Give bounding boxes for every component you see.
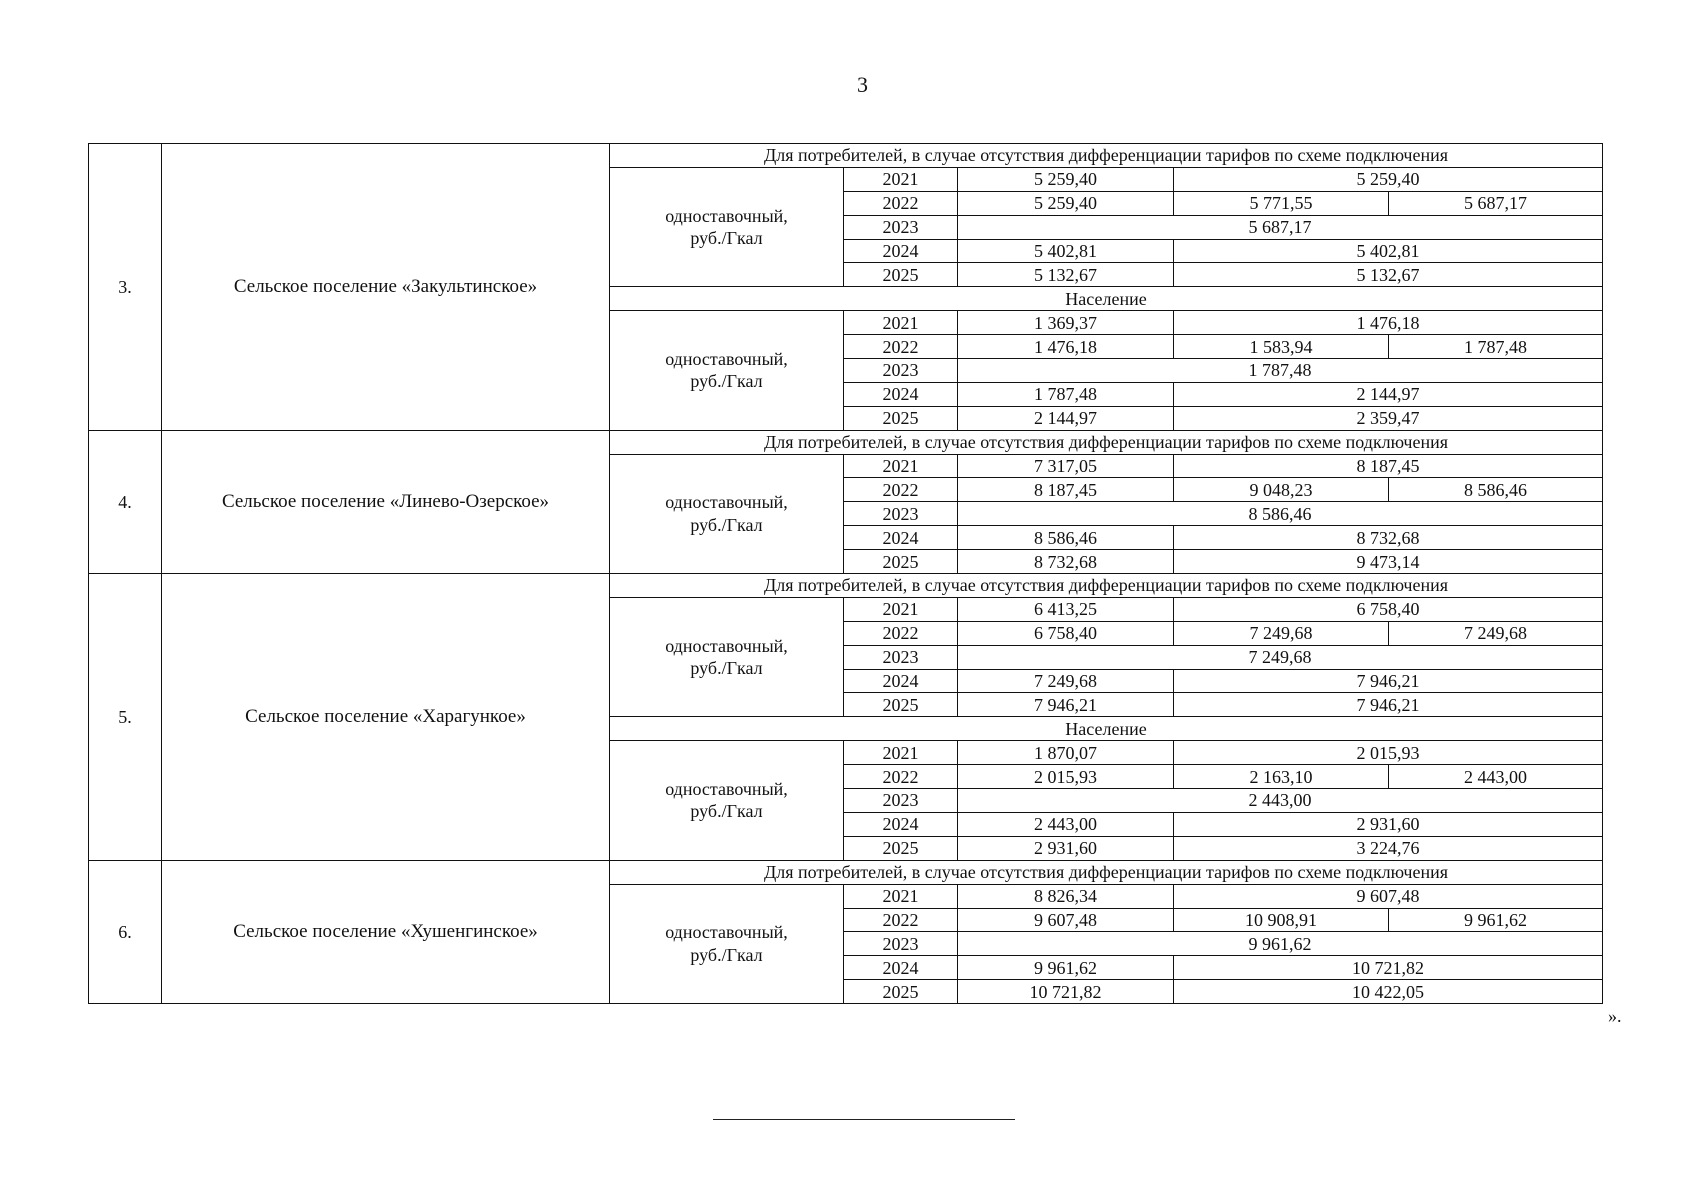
tariff-value: 8 187,45 <box>958 478 1174 502</box>
rate-type-label <box>610 167 844 286</box>
tariff-value: 1 787,48 <box>958 382 1174 406</box>
year-cell: 2021 <box>844 741 958 765</box>
tariff-value: 1 369,37 <box>958 311 1174 335</box>
tariff-value: 5 132,67 <box>958 263 1174 287</box>
tariff-value: 10 908,91 <box>1174 908 1389 932</box>
year-cell: 2022 <box>844 908 958 932</box>
consumer-group-title: Для потребителей, в случае отсутствия дифференциации тарифов по схеме подключения <box>610 144 1603 168</box>
rate-type-text: одноставочный, <box>665 205 788 226</box>
year-cell: 2022 <box>844 478 958 502</box>
group-title-row <box>89 144 1603 168</box>
year-cell: 2022 <box>844 191 958 215</box>
tariff-value: 7 249,68 <box>958 645 1603 669</box>
section-number: 5. <box>89 574 162 861</box>
tariff-value: 10 721,82 <box>958 980 1174 1004</box>
group-title-row <box>89 860 1603 884</box>
tariff-value: 2 443,00 <box>958 789 1603 813</box>
tariff-value: 2 931,60 <box>1174 812 1603 836</box>
year-cell: 2025 <box>844 980 958 1004</box>
consumer-group-title: Для потребителей, в случае отсутствия дифференциации тарифов по схеме подключения <box>610 574 1603 598</box>
tariff-value: 1 583,94 <box>1174 335 1389 359</box>
tariff-value: 1 787,48 <box>1389 335 1603 359</box>
tariff-table <box>88 143 1603 1004</box>
tariff-value: 7 946,21 <box>1174 669 1603 693</box>
tariff-value: 2 163,10 <box>1174 765 1389 789</box>
tariff-value: 7 946,21 <box>958 693 1174 717</box>
consumer-group-title: Население <box>610 717 1603 741</box>
tariff-value: 6 413,25 <box>958 597 1174 621</box>
year-cell: 2023 <box>844 359 958 383</box>
tariff-value: 5 259,40 <box>1174 167 1603 191</box>
tariff-value: 1 476,18 <box>1174 311 1603 335</box>
rate-unit-text: руб./Гкал <box>690 514 763 535</box>
tariff-value: 9 961,62 <box>958 932 1603 956</box>
consumer-group-title: Население <box>610 287 1603 311</box>
tariff-value: 1 870,07 <box>958 741 1174 765</box>
year-cell: 2022 <box>844 621 958 645</box>
tariff-value: 7 249,68 <box>1174 621 1389 645</box>
footer-divider <box>713 1119 1015 1120</box>
rate-type-text: одноставочный, <box>665 778 788 799</box>
tariff-value: 1 787,48 <box>958 359 1603 383</box>
tariff-value: 6 758,40 <box>958 621 1174 645</box>
tariff-value: 8 187,45 <box>1174 454 1603 478</box>
rate-unit-text: руб./Гкал <box>690 228 763 249</box>
tariff-value: 10 721,82 <box>1174 956 1603 980</box>
year-cell: 2024 <box>844 669 958 693</box>
tariff-value: 8 732,68 <box>958 550 1174 574</box>
section-number: 6. <box>89 860 162 1003</box>
tariff-value: 9 607,48 <box>958 908 1174 932</box>
tariff-value: 2 443,00 <box>958 812 1174 836</box>
year-cell: 2025 <box>844 550 958 574</box>
year-cell: 2024 <box>844 956 958 980</box>
year-cell: 2022 <box>844 335 958 359</box>
year-cell: 2021 <box>844 454 958 478</box>
tariff-value: 8 826,34 <box>958 884 1174 908</box>
year-cell: 2021 <box>844 597 958 621</box>
tariff-value: 5 771,55 <box>1174 191 1389 215</box>
tariff-value: 1 476,18 <box>958 335 1174 359</box>
tariff-value: 5 132,67 <box>1174 263 1603 287</box>
group-title-row <box>89 574 1603 598</box>
tariff-value: 2 359,47 <box>1174 406 1603 430</box>
tariff-value: 7 317,05 <box>958 454 1174 478</box>
year-cell: 2024 <box>844 239 958 263</box>
tariff-value: 7 946,21 <box>1174 693 1603 717</box>
year-cell: 2025 <box>844 836 958 860</box>
tariff-value: 6 758,40 <box>1174 597 1603 621</box>
tariff-value: 5 402,81 <box>958 239 1174 263</box>
consumer-group-title: Для потребителей, в случае отсутствия дифференциации тарифов по схеме подключения <box>610 430 1603 454</box>
group-title-row <box>89 430 1603 454</box>
rate-type-label <box>610 454 844 573</box>
tariff-value: 2 015,93 <box>1174 741 1603 765</box>
tariff-value: 7 249,68 <box>958 669 1174 693</box>
rate-unit-text: руб./Гкал <box>690 658 763 679</box>
section-number: 3. <box>89 144 162 431</box>
year-cell: 2021 <box>844 311 958 335</box>
tariff-value: 8 586,46 <box>1389 478 1603 502</box>
tariff-value: 9 961,62 <box>958 956 1174 980</box>
section-number: 4. <box>89 430 162 573</box>
tariff-value: 8 586,46 <box>958 526 1174 550</box>
rate-unit-text: руб./Гкал <box>690 944 763 965</box>
rate-unit-text: руб./Гкал <box>690 801 763 822</box>
settlement-name: Сельское поселение «Закультинское» <box>162 144 610 431</box>
year-cell: 2023 <box>844 789 958 813</box>
tariff-value: 3 224,76 <box>1174 836 1603 860</box>
year-cell: 2025 <box>844 406 958 430</box>
year-cell: 2024 <box>844 812 958 836</box>
rate-type-text: одноставочный, <box>665 348 788 369</box>
year-cell: 2022 <box>844 765 958 789</box>
tariff-value: 2 015,93 <box>958 765 1174 789</box>
tariff-value: 10 422,05 <box>1174 980 1603 1004</box>
rate-type-label <box>610 741 844 860</box>
rate-unit-text: руб./Гкал <box>690 371 763 392</box>
tariff-value: 5 687,17 <box>958 215 1603 239</box>
year-cell: 2025 <box>844 693 958 717</box>
year-cell: 2021 <box>844 884 958 908</box>
tariff-value: 5 259,40 <box>958 191 1174 215</box>
tariff-value: 9 473,14 <box>1174 550 1603 574</box>
settlement-name: Сельское поселение «Харагункое» <box>162 574 610 861</box>
tariff-value: 9 607,48 <box>1174 884 1603 908</box>
settlement-name: Сельское поселение «Хушенгинское» <box>162 860 610 1003</box>
tariff-value: 5 259,40 <box>958 167 1174 191</box>
closing-quote: ». <box>1608 1006 1622 1026</box>
year-cell: 2021 <box>844 167 958 191</box>
rate-type-label <box>610 597 844 716</box>
tariff-value: 8 586,46 <box>958 502 1603 526</box>
year-cell: 2023 <box>844 502 958 526</box>
page-number: 3 <box>857 72 868 97</box>
year-cell: 2023 <box>844 645 958 669</box>
year-cell: 2023 <box>844 932 958 956</box>
rate-type-text: одноставочный, <box>665 922 788 943</box>
tariff-value: 8 732,68 <box>1174 526 1603 550</box>
rate-type-text: одноставочный, <box>665 635 788 656</box>
tariff-value: 2 443,00 <box>1389 765 1603 789</box>
tariff-value: 2 931,60 <box>958 836 1174 860</box>
tariff-value: 9 048,23 <box>1174 478 1389 502</box>
rate-type-label <box>610 311 844 430</box>
year-cell: 2025 <box>844 263 958 287</box>
rate-type-label <box>610 884 844 1003</box>
tariff-value: 5 687,17 <box>1389 191 1603 215</box>
rate-type-text: одноставочный, <box>665 492 788 513</box>
consumer-group-title: Для потребителей, в случае отсутствия дифференциации тарифов по схеме подключения <box>610 860 1603 884</box>
year-cell: 2024 <box>844 526 958 550</box>
tariff-value: 2 144,97 <box>1174 382 1603 406</box>
settlement-name: Сельское поселение «Линево-Озерское» <box>162 430 610 573</box>
year-cell: 2024 <box>844 382 958 406</box>
tariff-value: 7 249,68 <box>1389 621 1603 645</box>
tariff-value: 5 402,81 <box>1174 239 1603 263</box>
tariff-value: 9 961,62 <box>1389 908 1603 932</box>
tariff-value: 2 144,97 <box>958 406 1174 430</box>
year-cell: 2023 <box>844 215 958 239</box>
